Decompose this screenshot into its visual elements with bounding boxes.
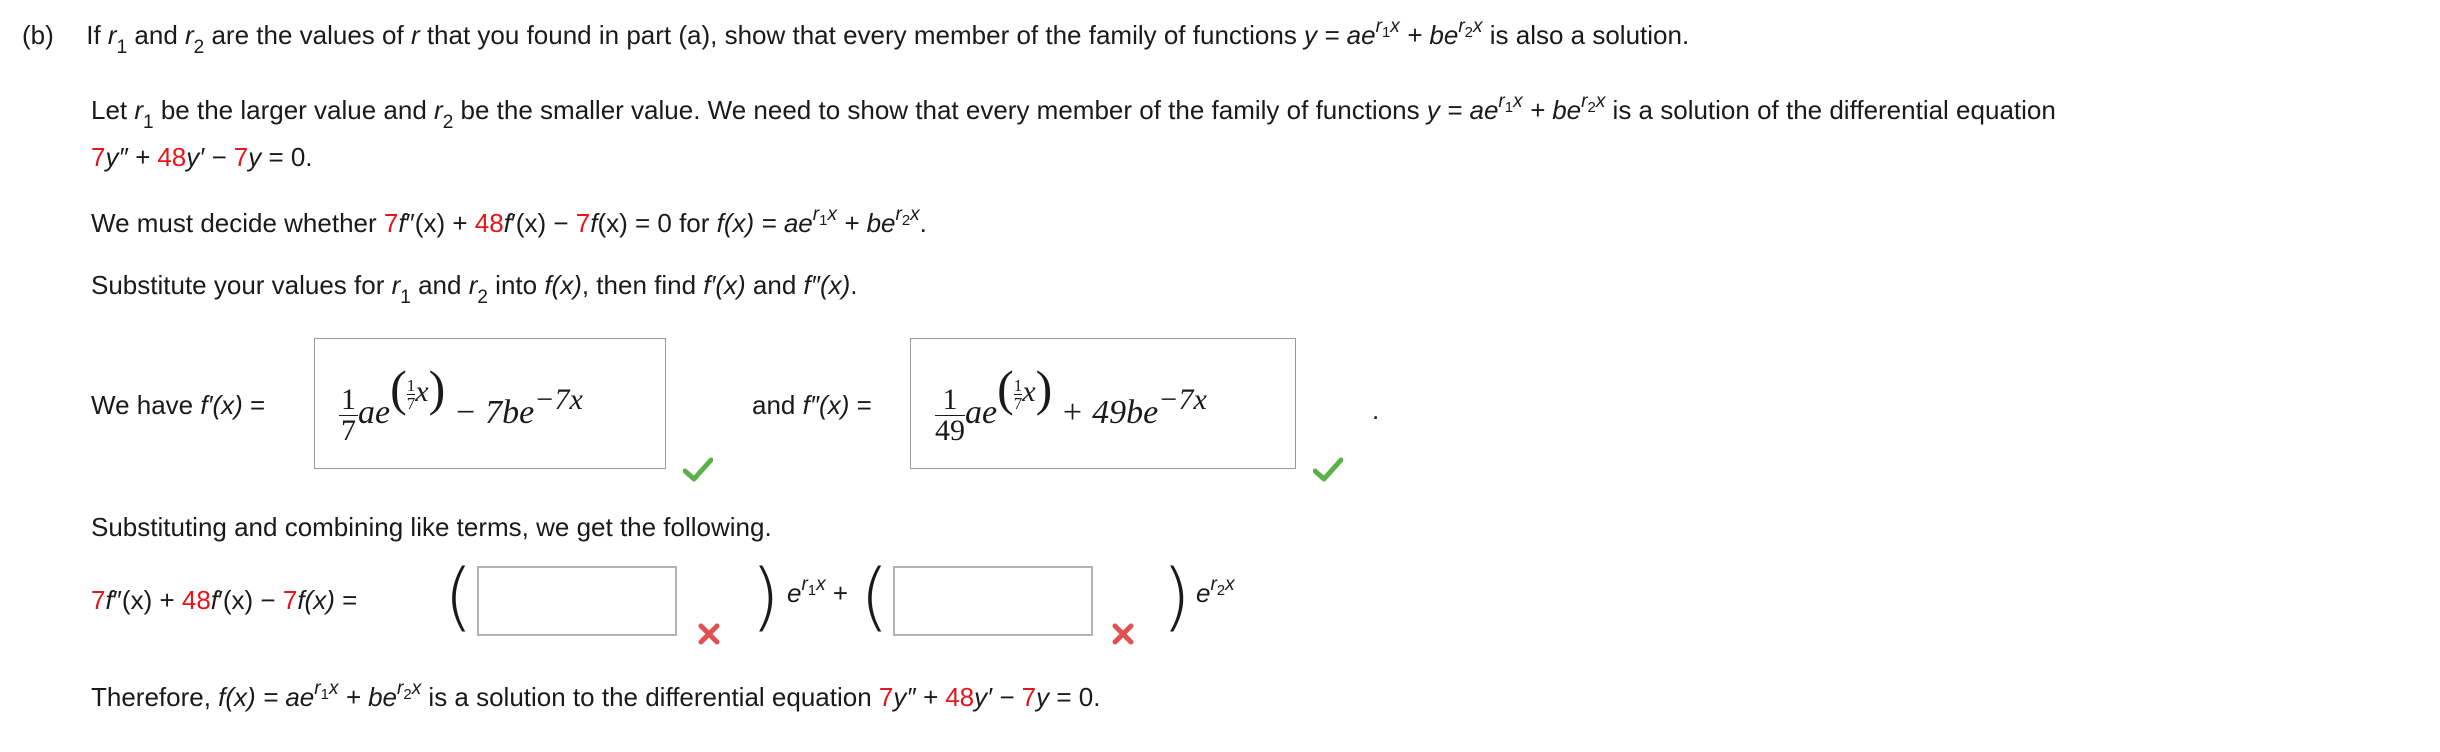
conclusion-line: Therefore, $f(x) = ae^{r_1x} + be^{r_2x}$ is a solution to the differential equation 7y″ + 48y′ − 7y = 0. <box>91 678 1101 712</box>
open-paren: ( <box>860 554 889 640</box>
fdouble-expression: $\frac{1}{49}$ ae( $\frac{1}{7}$ $x) + 49be^{-7x}$ <box>935 360 1207 447</box>
fdouble-exponent: ( $\frac{1}{7}$ x) <box>997 360 1053 416</box>
question-text: If <box>86 20 108 50</box>
combining-text: Substituting and combining like terms, we get the following. <box>91 512 772 542</box>
and-label: and f″(x) = <box>752 390 872 420</box>
question-line: (b) If $r_1$ and $r_2$ are the values of r that you found in part (a), show that every member of the family of functions $y = ae^{r_1x} + be^{r_2x}$ is also a solution. <box>22 16 1690 58</box>
fdouble-answer-box[interactable] <box>910 338 1296 469</box>
fprime-coef-fraction: $\frac{1}{7}$ <box>341 382 356 447</box>
open-paren: ( <box>444 554 473 640</box>
trailing-period: . <box>1372 395 1380 425</box>
coefficient-input-1[interactable] <box>477 566 677 636</box>
intro-line: Let $r_1$ be the larger value and $r_2$ be the smaller value. We need to show that every member of the family of functions $y = ae^{r_1x} + be^{r_2x}$ is a solution of the differential equation <box>91 91 2056 133</box>
close-paren: ) <box>751 554 780 640</box>
differential-equation: 7y″ + 48y′ − 7y = 0. <box>91 142 313 172</box>
coefficient-input-2[interactable] <box>893 566 1093 636</box>
decide-line: We must decide whether 7f″(x) + 48f′(x) − 7f(x) = 0 for $f(x) = ae^{r_1x} + be^{r_2x}$. <box>91 204 927 238</box>
have-label: We have f′(x) = <box>91 390 266 420</box>
close-paren: ) <box>1162 554 1191 640</box>
fdouble-coef-fraction: $\frac{1}{49}$ <box>935 382 965 447</box>
fprime-exponent: ( $\frac{1}{7}$ x) <box>390 360 446 416</box>
check-icon <box>683 457 713 483</box>
part-label: (b) <box>22 20 54 50</box>
exp-term-2: $e^{r_2x}$ <box>1196 574 1235 608</box>
substitute-line: Substitute your values for $r_1$ and $r_2$ into f(x), then find f′(x) and f″(x). <box>91 270 858 308</box>
cross-icon <box>1111 622 1135 646</box>
fprime-answer-box[interactable] <box>314 338 666 469</box>
fprime-expression: $\frac{1}{7}$ ae( $\frac{1}{7}$ $x) - 7be^{-7x}$ <box>341 360 583 447</box>
combined-lhs: 7f″(x) + 48f′(x) − 7f(x) = <box>91 585 358 615</box>
cross-icon <box>697 622 721 646</box>
exp-term-1: $e^{r_1x}$ + <box>787 574 849 608</box>
check-icon <box>1313 457 1343 483</box>
